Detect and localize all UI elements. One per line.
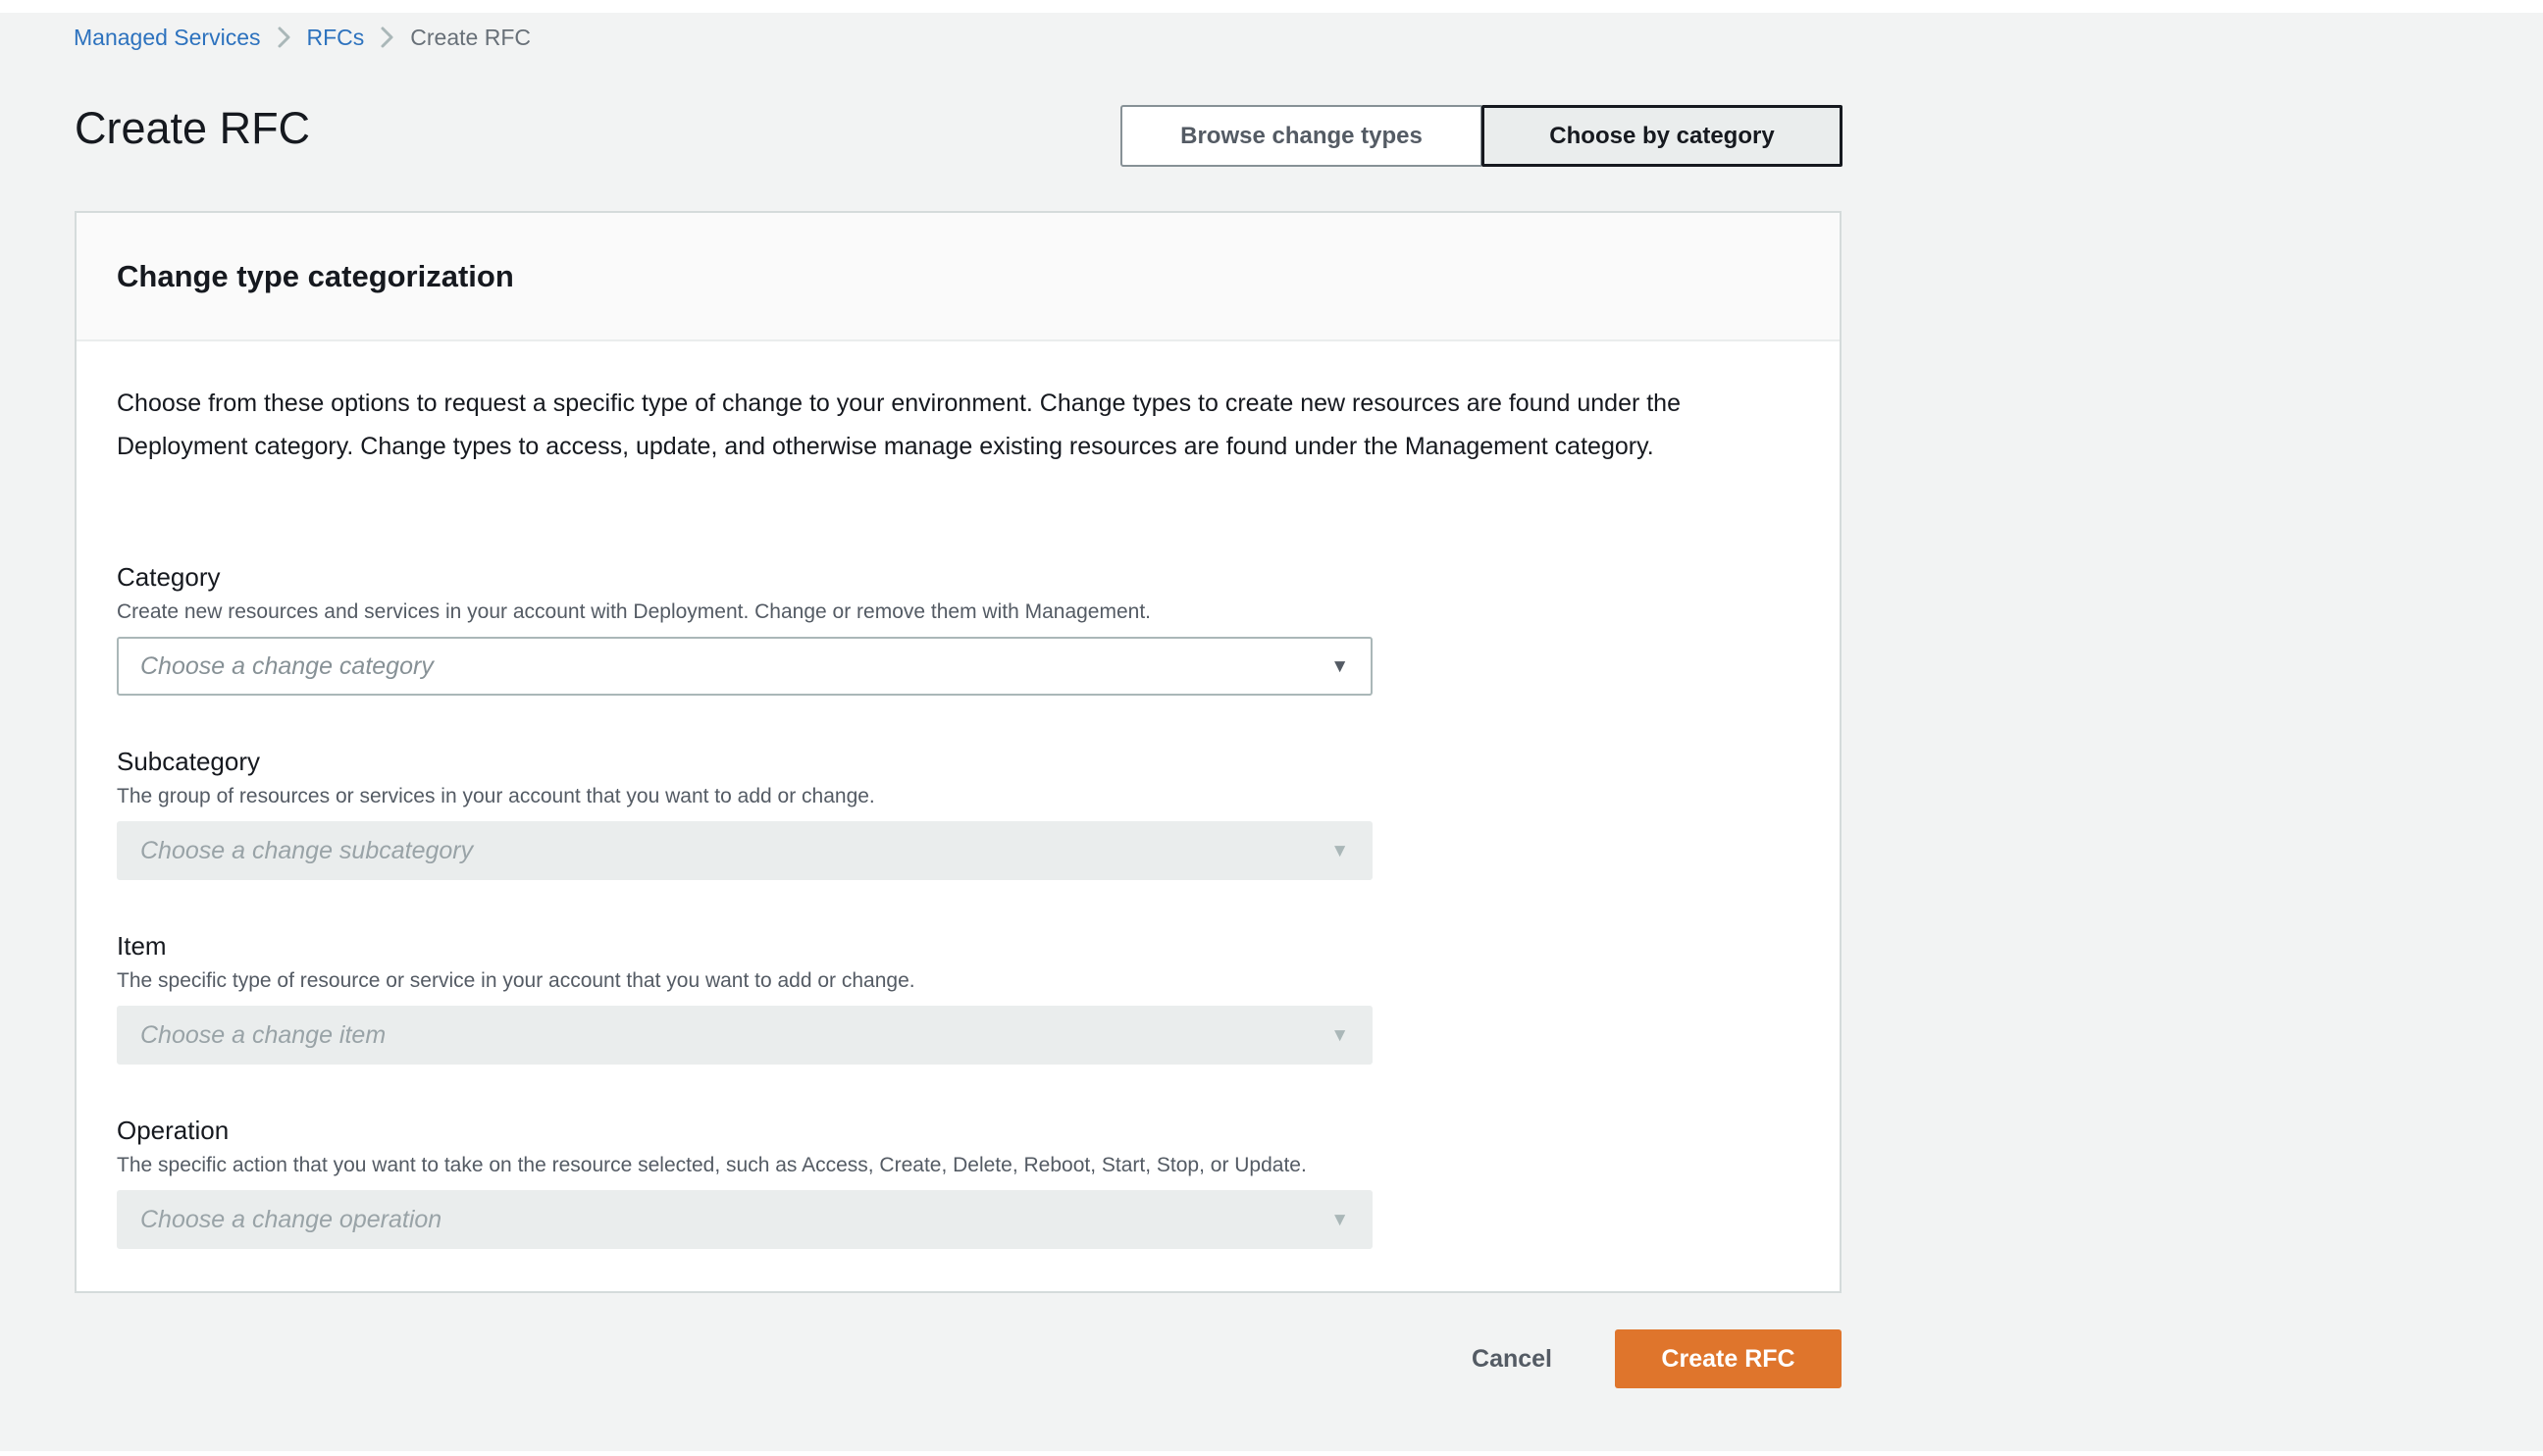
item-field	[117, 931, 1373, 1065]
operation-field	[117, 1116, 1373, 1249]
panel-header	[77, 213, 1840, 341]
breadcrumb-chevron-icon	[380, 26, 394, 49]
operation-label: Operation	[117, 1116, 230, 1145]
category-description: Create new resources and services in your account with Deployment. Change or remove them with Management.	[117, 600, 1152, 623]
category-select-placeholder: Choose a change category	[140, 651, 434, 680]
subcategory-select	[117, 821, 1373, 880]
cancel-button[interactable]: Cancel	[1472, 1344, 1552, 1373]
browse-change-types-button[interactable]: Browse change types	[1120, 105, 1481, 167]
panel-description: Choose from these options to request a specific type of change to your environment. Change types to create new resources are found under the Deployment category. Change types to access, update, and otherwise manage existing resources are found under the Management category.	[117, 390, 1681, 460]
create-rfc-button[interactable]: Create RFC	[1615, 1329, 1842, 1388]
bottom-strip	[0, 1451, 2543, 1456]
top-strip	[0, 0, 2543, 13]
subcategory-description: The group of resources or services in your account that you want to add or change.	[117, 785, 875, 807]
operation-select-placeholder: Choose a change operation	[140, 1205, 442, 1233]
footer-actions	[1374, 1326, 1842, 1391]
item-select	[117, 1006, 1373, 1065]
change-type-categorization-panel	[75, 211, 1842, 1293]
dropdown-arrow-icon: ▼	[1330, 1024, 1349, 1046]
item-label: Item	[117, 931, 167, 961]
subcategory-select-placeholder: Choose a change subcategory	[140, 836, 474, 864]
subcategory-label: Subcategory	[117, 747, 260, 776]
page-title: Create RFC	[75, 103, 311, 153]
item-select-placeholder: Choose a change item	[140, 1020, 387, 1049]
category-field	[117, 562, 1373, 696]
breadcrumb-link-rfcs[interactable]: RFCs	[306, 25, 365, 50]
breadcrumb	[74, 22, 531, 53]
category-select[interactable]	[117, 637, 1373, 696]
panel-body	[77, 341, 1840, 1293]
dropdown-arrow-icon: ▼	[1330, 840, 1349, 861]
dropdown-arrow-icon: ▼	[1330, 1209, 1349, 1230]
choose-by-category-button[interactable]: Choose by category	[1481, 105, 1842, 167]
panel-title: Change type categorization	[117, 258, 514, 293]
breadcrumb-chevron-icon	[277, 26, 291, 49]
dropdown-arrow-icon: ▼	[1330, 655, 1349, 677]
subcategory-field	[117, 747, 1373, 880]
breadcrumb-current-create-rfc: Create RFC	[410, 25, 531, 50]
operation-select	[117, 1190, 1373, 1249]
breadcrumb-link-managed-services[interactable]: Managed Services	[74, 25, 261, 50]
item-description: The specific type of resource or service in your account that you want to add or change.	[117, 969, 915, 992]
operation-description: The specific action that you want to take on the resource selected, such as Access, Create, Delete, Reboot, Start, Stop, or Update.	[117, 1154, 1307, 1176]
view-toggle-group	[1120, 105, 1842, 167]
category-label: Category	[117, 562, 221, 592]
